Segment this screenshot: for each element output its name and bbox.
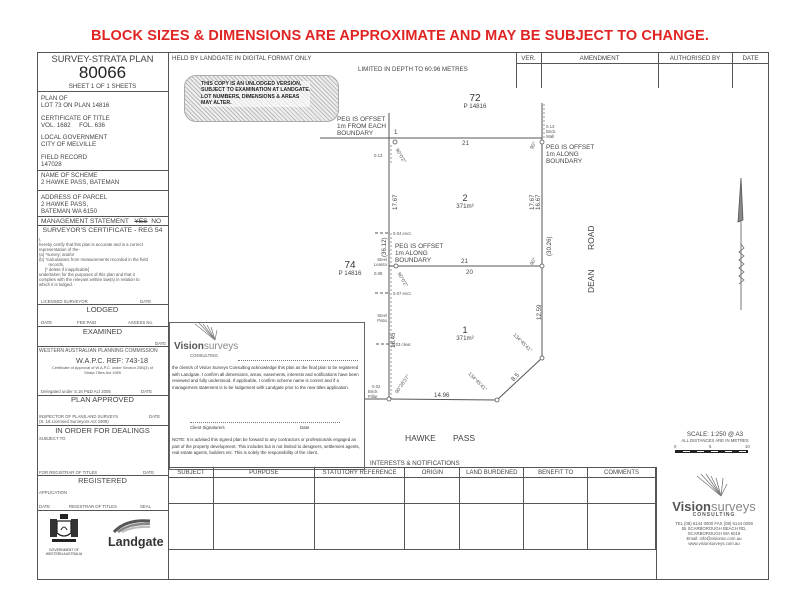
vision-brand-disclaimer: Visionsurveys xyxy=(174,341,239,352)
wapc-ref: W.A.P.C. REF: 743-18 xyxy=(75,356,149,365)
vision-brand-sub: CONSULTING xyxy=(190,353,218,358)
lot-74-plan: P 14816 xyxy=(338,270,362,277)
dim-left-17-67: 17.67 xyxy=(392,194,399,210)
subject-to-label: SUBJECT TO xyxy=(39,436,66,441)
plan-type: SURVEY-STRATA PLAN xyxy=(51,54,154,64)
dim-left-18-45: 18.45 xyxy=(390,332,397,348)
examined-heading: EXAMINED xyxy=(82,327,123,336)
lot-72-plan: P 14816 xyxy=(463,103,487,110)
wapc-title: WESTERN AUSTRALIAN PLANNING COMMISSION xyxy=(39,348,158,354)
scale-tick-5: 5 xyxy=(709,444,712,449)
angle-90-ne: 90° xyxy=(529,140,539,151)
plan-approved-heading: PLAN APPROVED xyxy=(71,395,134,404)
client-name-line[interactable] xyxy=(238,360,358,361)
offset-0-13-wall: 0.13 xyxy=(546,124,555,129)
dim-left-36-12: (36.12) xyxy=(381,237,388,257)
local-gov-label: LOCAL GOVERNMENT xyxy=(41,134,108,141)
vision-brand-logo: Visionsurveys xyxy=(672,499,756,514)
address-line1: 2 HAWKE PASS, xyxy=(41,201,89,208)
lot-72-number: 72 xyxy=(469,93,481,104)
road-name-road: ROAD xyxy=(586,225,596,250)
inspector-sub: (S. 18 Licensed Surveyors Act 1909) xyxy=(39,419,109,424)
amend-col-ver: VER. xyxy=(521,55,536,62)
bearing-90-0-2-top: 90°0'2" xyxy=(393,147,407,165)
dim-mid-21: 21 xyxy=(461,258,468,265)
management-statement: MANAGEMENT STATEMENT YES NO xyxy=(41,218,162,225)
field-record-label: FIELD RECORD xyxy=(41,154,88,161)
disclaimer-note: NOTE: It is advised this signed plan be forward to any contractors or professionals engaged as part of the property development. This includes but is not limited to designers, settlement agents, real estate agents, builders etc. This is solely the responsibility of the client. xyxy=(172,437,360,456)
assess-no-label: ASSESS No. xyxy=(128,320,154,325)
surveyor-cert-title: SURVEYOR'S CERTIFICATE - REG 54 xyxy=(42,227,163,234)
dim-right-12-59: 12.59 xyxy=(536,304,543,320)
lot-1-area: 371m² xyxy=(456,335,474,342)
col-land-burdened: LAND BURDENED xyxy=(460,468,524,478)
lot-2-area: 371m² xyxy=(456,203,474,210)
road-name-pass: PASS xyxy=(453,433,476,443)
col-origin: ORIGIN xyxy=(405,468,460,478)
unlodged-stamp-text: THIS COPY IS AN UNLODGED VERSION, SUBJECT TO EXAMINATION AT LANDGATE. LOT NUMBERS, DIMENSIONS & AREAS MAY ALTER. xyxy=(201,81,311,107)
lodged-date-label: DATE xyxy=(41,320,53,325)
client-date-label: Date xyxy=(300,425,310,430)
dim-right-17-67: 17.67 xyxy=(529,194,536,210)
lot-74-number: 74 xyxy=(344,260,356,271)
limited-depth-label: LIMITED IN DEPTH TO 60.96 METRES xyxy=(358,66,468,73)
vision-contact-details: TEL (08) 6144 0000 FAX (08) 6144 0059 55 SCARBOROUGH BEACH RD, SCARBOROUGH WA 6019 Email: info@visionsc.com.au www.visionsurveys.com.au xyxy=(675,521,753,546)
licensed-surveyor-label: LICENSED SURVEYOR xyxy=(41,299,88,304)
inspector-date-label: DATE xyxy=(149,414,161,419)
lot-2-number: 2 xyxy=(462,193,468,203)
sheet-count: SHEET 1 OF 1 SHEETS xyxy=(68,83,137,90)
disclaimer-banner: BLOCK SIZES & DIMENSIONS ARE APPROXIMATE AND MAY BE SUBJECT TO CHANGE. xyxy=(91,28,709,44)
brick-wall-label: Brick Wall xyxy=(546,129,556,139)
held-by-label: HELD BY LANDGATE IN DIGITAL FORMAT ONLY xyxy=(172,55,312,62)
vision-fan-logo-icon xyxy=(695,472,729,498)
seal-label: SEAL xyxy=(140,504,151,509)
inspector-label: INSPECTOR OF PLANS AND SURVEYS xyxy=(39,414,119,419)
scale-tick-10: 10 xyxy=(745,444,750,449)
dim-top-1: 1 xyxy=(394,129,398,136)
gov-wa-label: GOVERNMENT OF WESTERN AUSTRALIA xyxy=(45,548,83,556)
fee-paid-label: FEE PAID xyxy=(77,320,97,325)
road-name-hawke: HAWKE xyxy=(405,433,436,443)
surveyor-date-label: DATE xyxy=(140,299,152,304)
scheme-label: NAME OF SCHEME xyxy=(41,172,98,179)
offset-0-02: 0.02 xyxy=(372,384,381,389)
field-record-value: 147028 xyxy=(41,161,62,168)
amend-col-date: DATE xyxy=(742,55,759,62)
application-label: APPLICATION xyxy=(39,490,68,495)
local-gov-value: CITY OF MELVILLE xyxy=(41,141,97,148)
offset-0-08: 0.08 xyxy=(374,271,383,276)
north-arrow-icon xyxy=(738,178,744,310)
road-name-dean: DEAN xyxy=(586,269,596,293)
dim-chord-8-5: 8.5 xyxy=(510,371,522,383)
bearing-134-a: 134°45'41" xyxy=(511,332,533,354)
registrar-date-label: DATE xyxy=(143,470,155,475)
cert-title-value: VOL. 1682 FOL. 636 xyxy=(41,122,105,129)
amend-col-amendment: AMENDMENT xyxy=(579,55,620,62)
registered-date-label: DATE xyxy=(39,504,51,509)
examined-date-label: DATE xyxy=(155,341,167,346)
col-statutory-reference: STATUTORY REFERENCE xyxy=(314,468,405,478)
peg-note-ne: PEG IS OFFSET 1m ALONG BOUNDARY xyxy=(546,144,595,165)
offset-0-13: 0.13 xyxy=(374,153,383,158)
col-comments: COMMENTS xyxy=(588,468,656,478)
dim-mid-20: 20 xyxy=(466,269,473,276)
dim-top-21: 21 xyxy=(462,140,469,147)
wapc-line2: Strata Titles Act 1985 xyxy=(84,370,121,375)
registrar-of-titles-label: REGISTRAR OF TITLES xyxy=(69,504,117,509)
dim-right-16-67: 16.67 xyxy=(535,194,542,210)
plan-of-label: PLAN OF xyxy=(41,95,68,102)
brick-pillar-label: Brick Pillar xyxy=(368,389,378,399)
scale-tick-0: 0 xyxy=(674,444,677,449)
in-order-heading: IN ORDER FOR DEALINGS xyxy=(55,426,150,435)
dim-right-30-26: (30.26) xyxy=(546,236,553,256)
lot-1-number: 1 xyxy=(462,325,468,335)
wapc-line1: Certificate of Approval of W.A.P.C. under Section 25B(3) of xyxy=(52,365,153,370)
vision-brand-consulting: CONSULTING xyxy=(692,512,736,518)
col-benefit-to: BENEFIT TO xyxy=(524,468,588,478)
scale-bar xyxy=(675,450,748,453)
lodged-heading: LODGED xyxy=(86,305,119,314)
scale-sub: ALL DISTANCES ARE IN METRES xyxy=(681,438,749,443)
col-purpose: PURPOSE xyxy=(213,468,314,478)
surveyor-cert-body: I, hereby certify that this plan is accurate and is a correct representation of the- (a) *survey; and/or (b) *calculations from measurements recorded in the field records, [* delete if inapplicable] undertaken for the purposes of this plan and that it complies with the relevant written law(s) in relation to which it is lodged. xyxy=(39,237,148,287)
cert-title-label: CERTIFICATE OF TITLE xyxy=(41,115,110,122)
mgmt-no: NO xyxy=(151,218,162,225)
bearing-90-28-37: 90°28'37" xyxy=(394,373,412,395)
wapc-date-label: DATE xyxy=(141,389,153,394)
steel-leanto-label: Steel Leanto xyxy=(373,257,387,267)
plan-of-value: LOT 73 ON PLAN 14816 xyxy=(41,102,110,109)
scheme-value: 2 HAWKE PASS, BATEMAN xyxy=(41,179,120,186)
mgmt-yes: YES xyxy=(134,218,148,225)
for-registrar-label: FOR REGISTRAR OF TITLES xyxy=(39,470,98,475)
client-signature-label: Client Signature/s xyxy=(190,425,225,430)
angle-90-mid: 90° xyxy=(529,256,539,267)
bearing-134-b: 134°45'41" xyxy=(466,371,488,393)
delegated-label: Delegated under S.16 P&D Act 2005 xyxy=(41,389,111,394)
peg-note-nw: PEG IS OFFSET 1m FROM EACH BOUNDARY xyxy=(337,116,386,137)
clear-0-03: 0.03 clear xyxy=(392,342,411,347)
client-signature-line[interactable] xyxy=(190,422,340,423)
address-line2: BATEMAN WA 6150 xyxy=(41,208,98,215)
scale-label: SCALE: 1:250 @ A3 xyxy=(686,431,744,438)
landgate-logo: Landgate xyxy=(108,535,164,549)
bearing-90-0-2-mid: 90°0'2" xyxy=(395,271,409,289)
enc-0-07: 0.07 encr. xyxy=(393,291,412,296)
registered-heading: REGISTERED xyxy=(78,476,127,485)
interests-table xyxy=(168,467,656,550)
dim-bottom-14-96: 14.96 xyxy=(434,392,450,399)
interests-title: INTERESTS & NOTIFICATIONS xyxy=(370,460,460,467)
steel-patio-label: Steel Patio xyxy=(377,313,387,323)
amend-col-authorised: AUTHORISED BY xyxy=(669,55,721,62)
col-subject: SUBJECT xyxy=(169,468,214,478)
plan-number: 80066 xyxy=(78,63,127,82)
enc-0-04: 0.04 encr. xyxy=(393,231,412,236)
peg-note-mid: PEG IS OFFSET 1m ALONG BOUNDARY xyxy=(395,243,444,264)
vision-fan-icon xyxy=(193,322,223,342)
address-label: ADDRESS OF PARCEL xyxy=(41,194,108,201)
disclaimer-body: the client/s of Vision Surveys Consulting acknowledge this plan as the final plan to be registered with Landgate. I confirm all dimensions, areas, easements, interests and notifications have been reviewed and fully understood. If applicable, I confirm scheme name is correct and if a management statement is to be lodgement with Landgate prior to the new titles application. xyxy=(172,365,359,390)
